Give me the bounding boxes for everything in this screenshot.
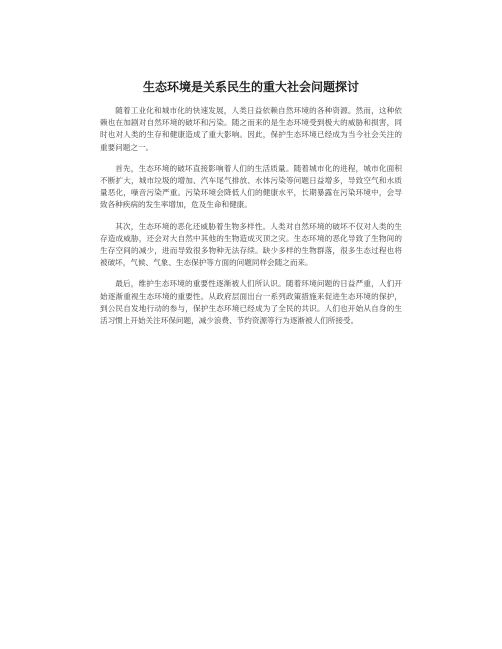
paragraph-first-point: 首先，生态环境的破坏直接影响着人们的生活质量。随着城市化的进程，城市化面积不断扩大，城市垃圾的增加、汽车尾气排放、水体污染等问题日益增多，导致空气和水质量恶化，噪音污染严重。污染环境会降低人们的健康水平，长期暴露在污染环境中，会导致各种疾病的发生率增加，危及生命和健康。: [100, 163, 402, 210]
paragraph-second-point: 其次，生态环境的恶化还威胁着生物多样性。人类对自然环境的破坏不仅对人类的生存造成威胁，还会对大自然中其他的生物造成灭顶之灾。生态环境的恶化导致了生物间的生存空间的减少，进而导致很多物种无法存续。缺少多样的生物群落，很多生态过程也将被破坏，气候、气象、生态保护等方面的问题同样会随之而来。: [100, 221, 402, 268]
paragraph-intro: 随着工业化和城市化的快速发展，人类日益依赖自然环境的各种资源。然而，这种依赖也在加剧对自然环境的破坏和污染。随之而来的是生态环境受到极大的威胁和损害，同时也对人类的生存和健康造成了重大影响。因此，保护生态环境已经成为当今社会关注的重要问题之一。: [100, 106, 402, 152]
document-title: 生态环境是关系民生的重大社会问题探讨: [142, 80, 359, 94]
document-body: [100, 105, 402, 336]
paragraph-conclusion: 最后，维护生态环境的重要性逐渐被人们所认识。随着环境问题的日益严重，人们开始逐渐重视生态环境的重要性。从政府层面出台一系列政策措施来促进生态环境的保护，到公民自发地行动的参与，保护生态环境已经成为了全民的共识。人们也开始从自身的生活习惯上开始关注环保问题，减少浪费、节约资源等行为逐渐被人们所接受。: [100, 279, 402, 326]
